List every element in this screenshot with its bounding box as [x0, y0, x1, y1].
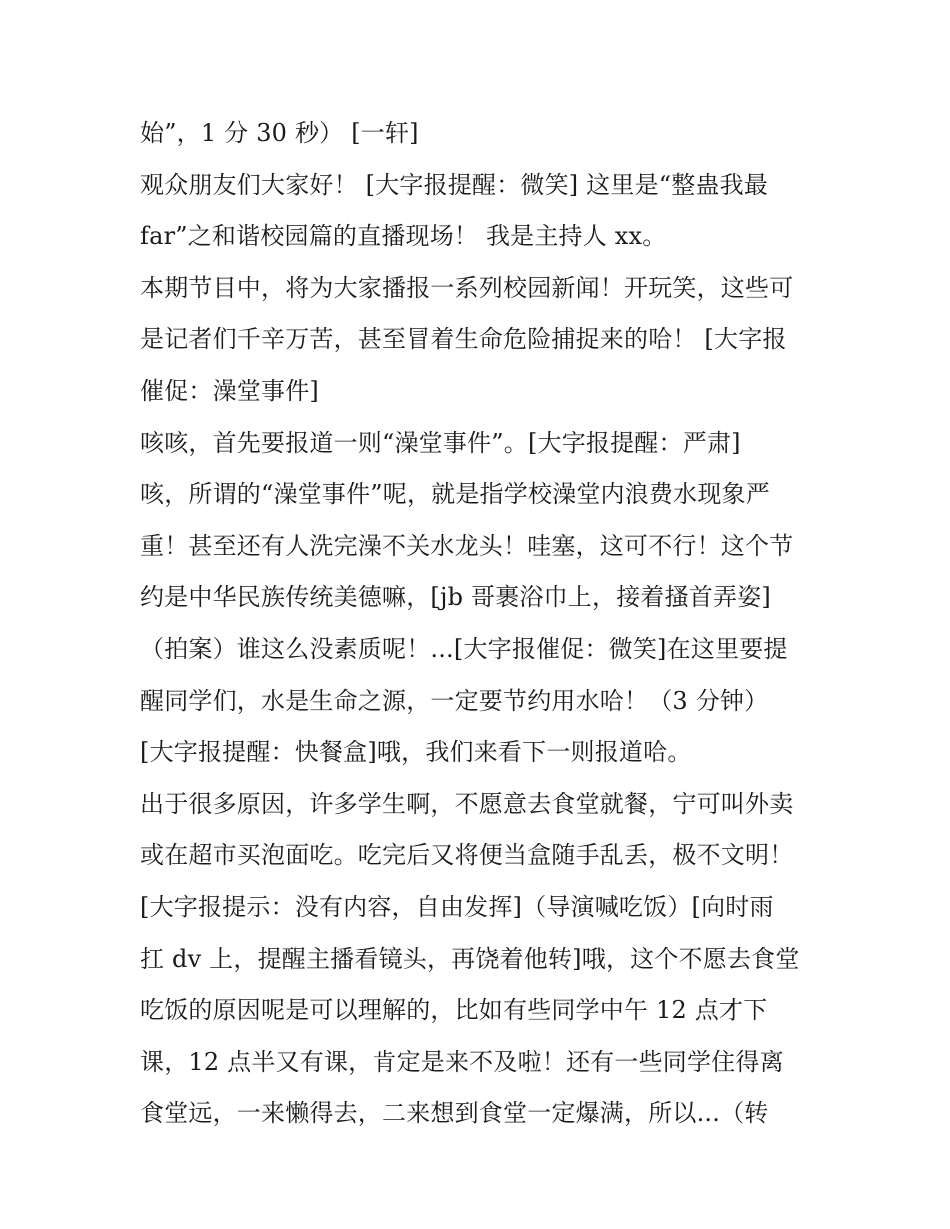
text-line: 扛 dv 上，提醒主播看镜头，再饶着他转]哦，这个不愿去食堂	[140, 944, 800, 973]
text-line: 重！甚至还有人洗完澡不关水龙头！哇塞，这可不行！这个节	[140, 531, 794, 560]
text-line: 本期节目中，将为大家播报一系列校园新闻！开玩笑，这些可	[140, 273, 794, 302]
text-line: 约是中华民族传统美德嘛，[jb 哥裹浴巾上，接着搔首弄姿]	[140, 583, 771, 612]
text-line: [大字报提示：没有内容，自由发挥]（导演喊吃饭）[向时雨	[140, 892, 774, 921]
text-line: 观众朋友们大家好！ [大字报提醒：微笑] 这里是“整蛊我最	[140, 170, 769, 199]
text-line: far”之和谐校园篇的直播现场！ 我是主持人 xx。	[140, 222, 667, 251]
text-line: 咳咳，首先要报道一则“澡堂事件”。[大字报提醒：严肃]	[140, 428, 741, 457]
text-line: 或在超市买泡面吃。吃完后又将便当盒随手乱丢，极不文明！	[140, 841, 794, 870]
text-line: 课，12 点半又有课，肯定是来不及啦！还有一些同学住得离	[140, 1047, 784, 1076]
text-line: 醒同学们，水是生命之源，一定要节约用水哈！（3 分钟）	[140, 686, 769, 715]
text-line: 催促：澡堂事件]	[140, 376, 319, 405]
text-line: 出于很多原因，许多学生啊，不愿意去食堂就餐，宁可叫外卖	[140, 789, 794, 818]
script-text-body	[140, 108, 820, 1140]
text-line: 始”，1 分 30 秒） [一轩]	[140, 119, 419, 147]
text-line: [大字报提醒：快餐盒]哦，我们来看下一则报道哈。	[140, 738, 692, 767]
text-line: 食堂远，一来懒得去，二来想到食堂一定爆满，所以...（转	[140, 1099, 769, 1128]
text-line: 吃饭的原因呢是可以理解的，比如有些同学中午 12 点才下	[140, 996, 768, 1025]
text-line: 是记者们千辛万苦，甚至冒着生命危险捕捉来的哈！ [大字报	[140, 325, 787, 354]
text-line: 咳，所谓的“澡堂事件”呢，就是指学校澡堂内浪费水现象严	[140, 480, 770, 509]
text-line: （拍案）谁这么没素质呢！...[大字报催促：微笑]在这里要提	[140, 634, 788, 663]
